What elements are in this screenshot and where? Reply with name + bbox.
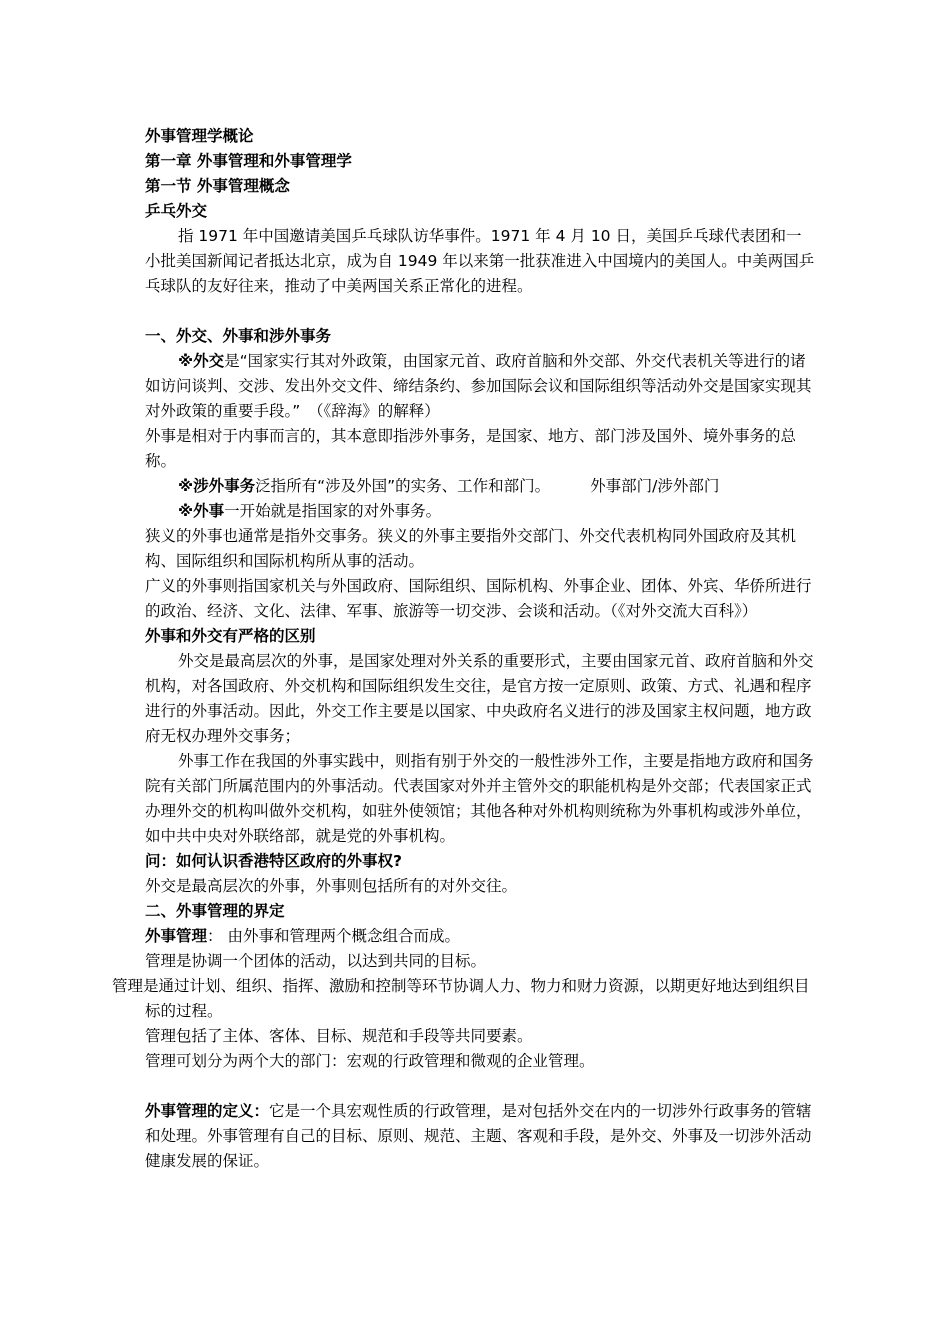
management-line-3: 管理包括了主体、客体、目标、规范和手段等共同要素。 bbox=[145, 1027, 533, 1045]
answer-line: 外交是最高层次的外事，外事则包括所有的对外交往。 bbox=[145, 877, 518, 895]
blank-line bbox=[145, 299, 815, 324]
term-label: 外事管理 bbox=[145, 927, 208, 945]
blank-line bbox=[145, 1074, 815, 1099]
chapter-heading: 第一章 外事管理和外事管理学 bbox=[145, 152, 352, 170]
definition-text: 它是一个具宏观性质的行政管理，是对包括外交在内的一切涉外行政事务的管辖和处理。外事管理有自己的目标、原则、规范、主题、客观和手段，是外交、外事及一切涉外活动健康发展的保证。 bbox=[145, 1102, 812, 1170]
waishi-paragraph bbox=[145, 499, 815, 524]
waishi-term: ※外事 bbox=[178, 502, 225, 520]
definition-paragraph bbox=[145, 1099, 815, 1174]
difference-paragraph-2: 外事工作在我国的外事实践中，则指有别于外交的一般性涉外工作，主要是指地方政府和国务院有关部门所属范围内的外事活动。代表国家对外并主管外交的职能机构是外交部；代表国家正式办理外交的机构叫做外交机构，如驻外使领馆；其他各种对外机构则统称为外事机构或涉外单位，如中共中央对外联络部，就是党的外事机构。 bbox=[145, 752, 814, 845]
diplomacy-term: ※外交 bbox=[178, 352, 225, 370]
pingpong-paragraph: 指 1971 年中国邀请美国乒乓球队访华事件。1971 年 4 月 10 日，美国乒乓球代表团和一小批美国新闻记者抵达北京，成为自 1949 年以来第一批获准进入中国境内的美国人。中美两国乒乓球队的友好往来，推动了中美两国关系正常化的进程。 bbox=[145, 227, 815, 295]
document-page bbox=[112, 124, 815, 1174]
part2-heading: 二、外事管理的界定 bbox=[145, 902, 285, 920]
diplomacy-paragraph bbox=[145, 349, 815, 424]
diplomacy-text: 是“国家实行其对外政策，由国家元首、政府首脑和外交部、外交代表机关等进行的诸如访问谈判、交涉、发出外交文件、缔结条约、参加国际会议和国际组织等活动外交是国家实现其对外政策的重要手段。” （《辞海》的解释） bbox=[145, 352, 812, 420]
broad-paragraph: 广义的外事则指国家机关与外国政府、国际组织、国际机构、外事企业、团体、外宾、华侨所进行的政治、经济、文化、法律、军事、旅游等一切交涉、会谈和活动。（《对外交流大百科》） bbox=[145, 577, 812, 620]
term-text: ： 由外事和管理两个概念组合而成。 bbox=[207, 927, 460, 945]
definition-term: 外事管理的定义： bbox=[145, 1102, 270, 1120]
document-title: 外事管理学概论 bbox=[145, 127, 254, 145]
section-heading: 第一节 外事管理概念 bbox=[145, 177, 290, 195]
management-line-2: 管理是通过计划、组织、指挥、激励和控制等环节协调人力、物力和财力资源，以期更好地达到组织目标的过程。 bbox=[112, 977, 810, 1020]
foreign-affairs-paragraph: 外事是相对于内事而言的，其本意即指涉外事务，是国家、地方、部门涉及国外、境外事务的总称。 bbox=[145, 427, 797, 470]
foreign-related-text: 泛指所有“涉及外国”的实务、工作和部门。 bbox=[255, 477, 551, 495]
term-paragraph bbox=[145, 924, 815, 949]
foreign-related-paragraph bbox=[145, 474, 815, 499]
difference-heading: 外事和外交有严格的区别 bbox=[145, 627, 316, 645]
management-line-1: 管理是协调一个团体的活动，以达到共同的目标。 bbox=[145, 952, 487, 970]
management-line-4: 管理可划分为两个大的部门：宏观的行政管理和微观的企业管理。 bbox=[145, 1052, 595, 1070]
waishi-text: 一开始就是指国家的对外事务。 bbox=[224, 502, 442, 520]
question-line: 问：如何认识香港特区政府的外事权? bbox=[145, 852, 402, 870]
foreign-related-extra: 外事部门/涉外部门 bbox=[590, 477, 720, 495]
narrow-paragraph: 狭义的外事也通常是指外交事务。狭义的外事主要指外交部门、外交代表机构同外国政府及其机构、国际组织和国际机构所从事的活动。 bbox=[145, 527, 797, 570]
difference-paragraph-1: 外交是最高层次的外事，是国家处理对外关系的重要形式，主要由国家元首、政府首脑和外交机构，对各国政府、外交机构和国际组织发生交往，是官方按一定原则、政策、方式、礼遇和程序进行的外事活动。因此，外交工作主要是以国家、中央政府名义进行的涉及国家主权问题，地方政府无权办理外交事务； bbox=[145, 652, 814, 745]
foreign-related-term: ※涉外事务 bbox=[178, 477, 256, 495]
pingpong-heading: 乒乓外交 bbox=[145, 202, 208, 220]
part1-heading: 一、外交、外事和涉外事务 bbox=[145, 327, 332, 345]
